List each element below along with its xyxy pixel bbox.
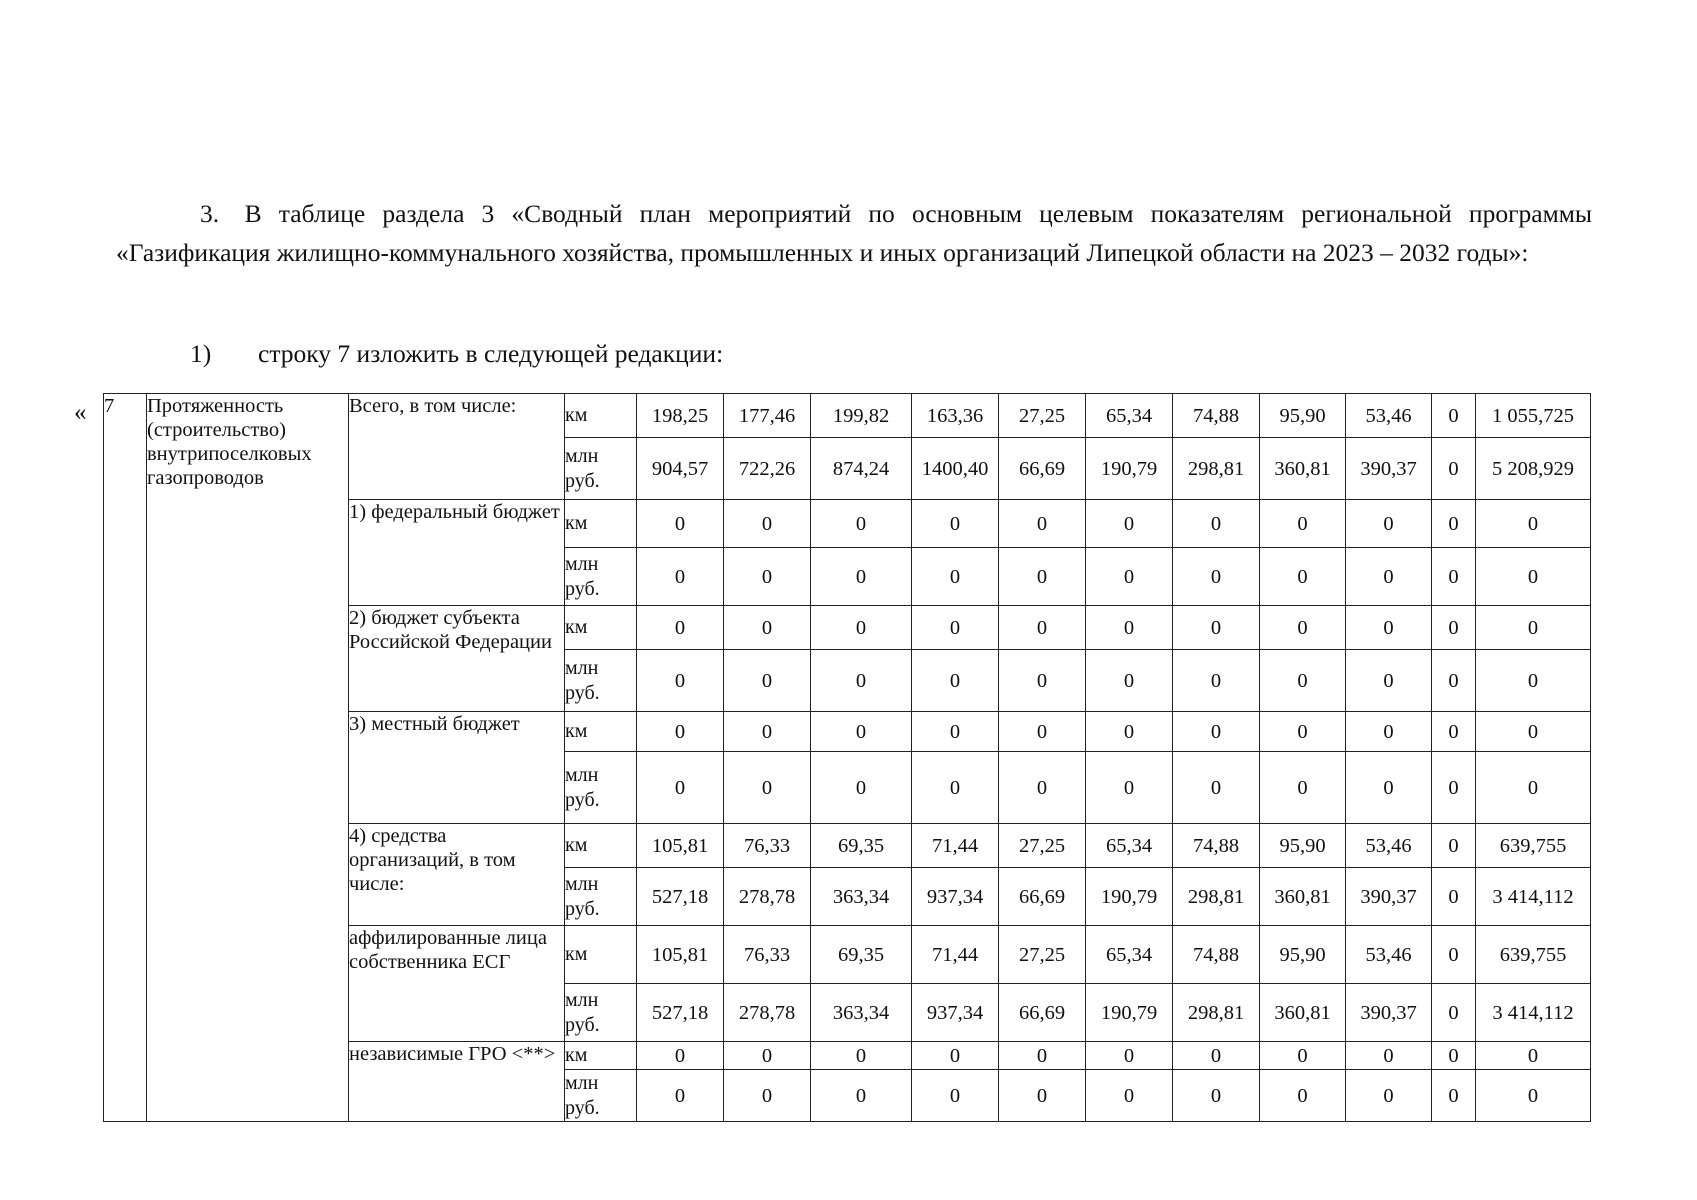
value-cell: 65,34 (1086, 394, 1173, 438)
value-cell: 0 (1476, 500, 1591, 548)
value-cell: 0 (999, 1070, 1086, 1122)
value-cell: 0 (1432, 1070, 1476, 1122)
value-cell: 0 (1476, 606, 1591, 650)
value-cell: 0 (1173, 712, 1260, 752)
value-cell: 27,25 (999, 926, 1086, 984)
value-cell: 0 (811, 1042, 912, 1070)
funding-source-label: независимые ГРО <**> (349, 1042, 565, 1122)
value-cell: 0 (1260, 1070, 1346, 1122)
value-cell: 278,78 (724, 984, 811, 1042)
value-cell: 0 (912, 712, 999, 752)
value-cell: 0 (1432, 824, 1476, 868)
value-cell: 0 (1173, 650, 1260, 712)
value-cell: 360,81 (1260, 868, 1346, 926)
value-cell: 0 (724, 1070, 811, 1122)
value-cell: 0 (999, 500, 1086, 548)
value-cell: 0 (811, 752, 912, 824)
value-cell: 0 (1432, 500, 1476, 548)
value-cell: 0 (1086, 712, 1173, 752)
value-cell: 874,24 (811, 438, 912, 500)
value-cell: 0 (1086, 1042, 1173, 1070)
value-cell: 74,88 (1173, 926, 1260, 984)
value-cell: 0 (637, 1070, 724, 1122)
value-cell: 0 (1432, 650, 1476, 712)
value-cell: 0 (1260, 500, 1346, 548)
value-cell: 0 (811, 1070, 912, 1122)
value-cell: 0 (1346, 650, 1432, 712)
value-cell: 0 (1476, 548, 1591, 606)
unit-mln-rub-cell: млн руб. (565, 868, 637, 926)
value-cell: 0 (1432, 606, 1476, 650)
value-cell: 0 (1432, 712, 1476, 752)
plan-table (103, 393, 1591, 1122)
value-cell: 105,81 (637, 824, 724, 868)
value-cell: 27,25 (999, 824, 1086, 868)
value-cell: 0 (999, 752, 1086, 824)
unit-km-cell: км (565, 824, 637, 868)
value-cell: 0 (1346, 548, 1432, 606)
value-cell: 937,34 (912, 984, 999, 1042)
value-cell: 0 (912, 548, 999, 606)
row-number-cell: 7 (104, 394, 147, 1122)
value-cell: 0 (1260, 752, 1346, 824)
value-cell: 0 (811, 500, 912, 548)
value-cell: 0 (724, 650, 811, 712)
unit-km-cell: км (565, 1042, 637, 1070)
value-cell: 71,44 (912, 824, 999, 868)
value-cell: 0 (1346, 1042, 1432, 1070)
value-cell: 0 (999, 650, 1086, 712)
value-cell: 298,81 (1173, 868, 1260, 926)
value-cell: 0 (1086, 650, 1173, 712)
value-cell: 53,46 (1346, 394, 1432, 438)
value-cell: 163,36 (912, 394, 999, 438)
value-cell: 0 (637, 1042, 724, 1070)
value-cell: 0 (1260, 548, 1346, 606)
value-cell: 0 (1476, 752, 1591, 824)
value-cell: 298,81 (1173, 984, 1260, 1042)
value-cell: 0 (1432, 752, 1476, 824)
value-cell: 66,69 (999, 868, 1086, 926)
value-cell: 0 (999, 1042, 1086, 1070)
value-cell: 0 (1173, 752, 1260, 824)
value-cell: 0 (912, 500, 999, 548)
value-cell: 0 (724, 548, 811, 606)
value-cell: 3 414,112 (1476, 868, 1591, 926)
value-cell: 0 (724, 1042, 811, 1070)
value-cell: 0 (1086, 606, 1173, 650)
value-cell: 0 (1086, 548, 1173, 606)
funding-source-label: 1) федеральный бюджет (349, 500, 565, 606)
value-cell: 0 (1173, 500, 1260, 548)
value-cell: 0 (1346, 1070, 1432, 1122)
value-cell: 0 (637, 500, 724, 548)
list-item (190, 334, 723, 373)
value-cell: 177,46 (724, 394, 811, 438)
value-cell: 0 (1173, 548, 1260, 606)
funding-source-label: аффилированные лица собственника ЕСГ (349, 926, 565, 1042)
value-cell: 0 (1260, 606, 1346, 650)
value-cell: 390,37 (1346, 984, 1432, 1042)
value-cell: 390,37 (1346, 438, 1432, 500)
value-cell: 0 (724, 752, 811, 824)
funding-source-label: 2) бюджет субъекта Российской Федерации (349, 606, 565, 712)
value-cell: 0 (1432, 394, 1476, 438)
value-cell: 0 (637, 712, 724, 752)
value-cell: 0 (912, 650, 999, 712)
value-cell: 69,35 (811, 926, 912, 984)
open-quote: « (74, 399, 87, 426)
value-cell: 53,46 (1346, 926, 1432, 984)
value-cell: 0 (1432, 984, 1476, 1042)
indicator-title-cell: Протяженность (строительство) внутрипоселковых газопроводов (147, 394, 349, 1122)
value-cell: 0 (811, 606, 912, 650)
unit-km-cell: км (565, 606, 637, 650)
value-cell: 0 (724, 712, 811, 752)
value-cell: 0 (1173, 1070, 1260, 1122)
value-cell: 0 (1346, 500, 1432, 548)
value-cell: 1 055,725 (1476, 394, 1591, 438)
value-cell: 76,33 (724, 926, 811, 984)
value-cell: 0 (1260, 712, 1346, 752)
value-cell: 0 (1086, 500, 1173, 548)
value-cell: 74,88 (1173, 824, 1260, 868)
value-cell: 0 (1476, 650, 1591, 712)
list-item-number: 1) (190, 339, 212, 368)
value-cell: 71,44 (912, 926, 999, 984)
unit-mln-rub-cell: млн руб. (565, 1070, 637, 1122)
value-cell: 0 (1476, 712, 1591, 752)
value-cell: 0 (1086, 1070, 1173, 1122)
value-cell: 0 (1260, 1042, 1346, 1070)
value-cell: 360,81 (1260, 984, 1346, 1042)
value-cell: 0 (811, 650, 912, 712)
value-cell: 95,90 (1260, 926, 1346, 984)
value-cell: 0 (637, 548, 724, 606)
value-cell: 278,78 (724, 868, 811, 926)
value-cell: 363,34 (811, 984, 912, 1042)
value-cell: 0 (637, 606, 724, 650)
value-cell: 66,69 (999, 984, 1086, 1042)
unit-km-cell: км (565, 712, 637, 752)
value-cell: 190,79 (1086, 868, 1173, 926)
unit-mln-rub-cell: млн руб. (565, 650, 637, 712)
value-cell: 65,34 (1086, 926, 1173, 984)
value-cell: 0 (999, 712, 1086, 752)
value-cell: 199,82 (811, 394, 912, 438)
value-cell: 27,25 (999, 394, 1086, 438)
value-cell: 3 414,112 (1476, 984, 1591, 1042)
value-cell: 0 (1476, 1070, 1591, 1122)
funding-source-label: Всего, в том числе: (349, 394, 565, 500)
value-cell: 0 (1173, 606, 1260, 650)
unit-mln-rub-cell: млн руб. (565, 752, 637, 824)
value-cell: 0 (1346, 606, 1432, 650)
value-cell: 76,33 (724, 824, 811, 868)
value-cell: 527,18 (637, 984, 724, 1042)
value-cell: 0 (724, 500, 811, 548)
value-cell: 298,81 (1173, 438, 1260, 500)
value-cell: 0 (1432, 926, 1476, 984)
value-cell: 0 (1432, 868, 1476, 926)
value-cell: 5 208,929 (1476, 438, 1591, 500)
value-cell: 95,90 (1260, 394, 1346, 438)
value-cell: 0 (912, 606, 999, 650)
value-cell: 0 (1432, 548, 1476, 606)
funding-source-label: 4) средства организаций, в том числе: (349, 824, 565, 926)
unit-mln-rub-cell: млн руб. (565, 438, 637, 500)
value-cell: 722,26 (724, 438, 811, 500)
value-cell: 527,18 (637, 868, 724, 926)
value-cell: 190,79 (1086, 984, 1173, 1042)
value-cell: 0 (912, 1070, 999, 1122)
value-cell: 0 (912, 1042, 999, 1070)
value-cell: 0 (1346, 752, 1432, 824)
value-cell: 363,34 (811, 868, 912, 926)
value-cell: 0 (1432, 1042, 1476, 1070)
value-cell: 904,57 (637, 438, 724, 500)
value-cell: 53,46 (1346, 824, 1432, 868)
value-cell: 105,81 (637, 926, 724, 984)
intro-paragraph: 3. В таблице раздела 3 «Сводный план мероприятий по основным целевым показателям региональной программы «Газификация жилищно-коммунального хозяйства, промышленных и иных организаций Липецкой области на 2023 – 2032 годы»: (116, 199, 1592, 267)
value-cell: 0 (1432, 438, 1476, 500)
value-cell: 937,34 (912, 868, 999, 926)
value-cell: 0 (811, 712, 912, 752)
value-cell: 0 (1476, 1042, 1591, 1070)
value-cell: 0 (637, 752, 724, 824)
value-cell: 1400,40 (912, 438, 999, 500)
unit-mln-rub-cell: млн руб. (565, 984, 637, 1042)
value-cell: 0 (1173, 1042, 1260, 1070)
unit-km-cell: км (565, 394, 637, 438)
value-cell: 0 (637, 650, 724, 712)
value-cell: 0 (1260, 650, 1346, 712)
value-cell: 0 (912, 752, 999, 824)
value-cell: 0 (999, 548, 1086, 606)
value-cell: 0 (1086, 752, 1173, 824)
value-cell: 0 (999, 606, 1086, 650)
unit-mln-rub-cell: млн руб. (565, 548, 637, 606)
value-cell: 74,88 (1173, 394, 1260, 438)
value-cell: 69,35 (811, 824, 912, 868)
table-row (104, 394, 1591, 438)
value-cell: 360,81 (1260, 438, 1346, 500)
unit-km-cell: км (565, 500, 637, 548)
value-cell: 639,755 (1476, 824, 1591, 868)
value-cell: 0 (1346, 712, 1432, 752)
value-cell: 639,755 (1476, 926, 1591, 984)
funding-source-label: 3) местный бюджет (349, 712, 565, 824)
value-cell: 95,90 (1260, 824, 1346, 868)
value-cell: 198,25 (637, 394, 724, 438)
value-cell: 190,79 (1086, 438, 1173, 500)
list-item-text: строку 7 изложить в следующей редакции: (258, 339, 724, 368)
value-cell: 65,34 (1086, 824, 1173, 868)
value-cell: 66,69 (999, 438, 1086, 500)
value-cell: 0 (724, 606, 811, 650)
value-cell: 390,37 (1346, 868, 1432, 926)
unit-km-cell: км (565, 926, 637, 984)
value-cell: 0 (811, 548, 912, 606)
